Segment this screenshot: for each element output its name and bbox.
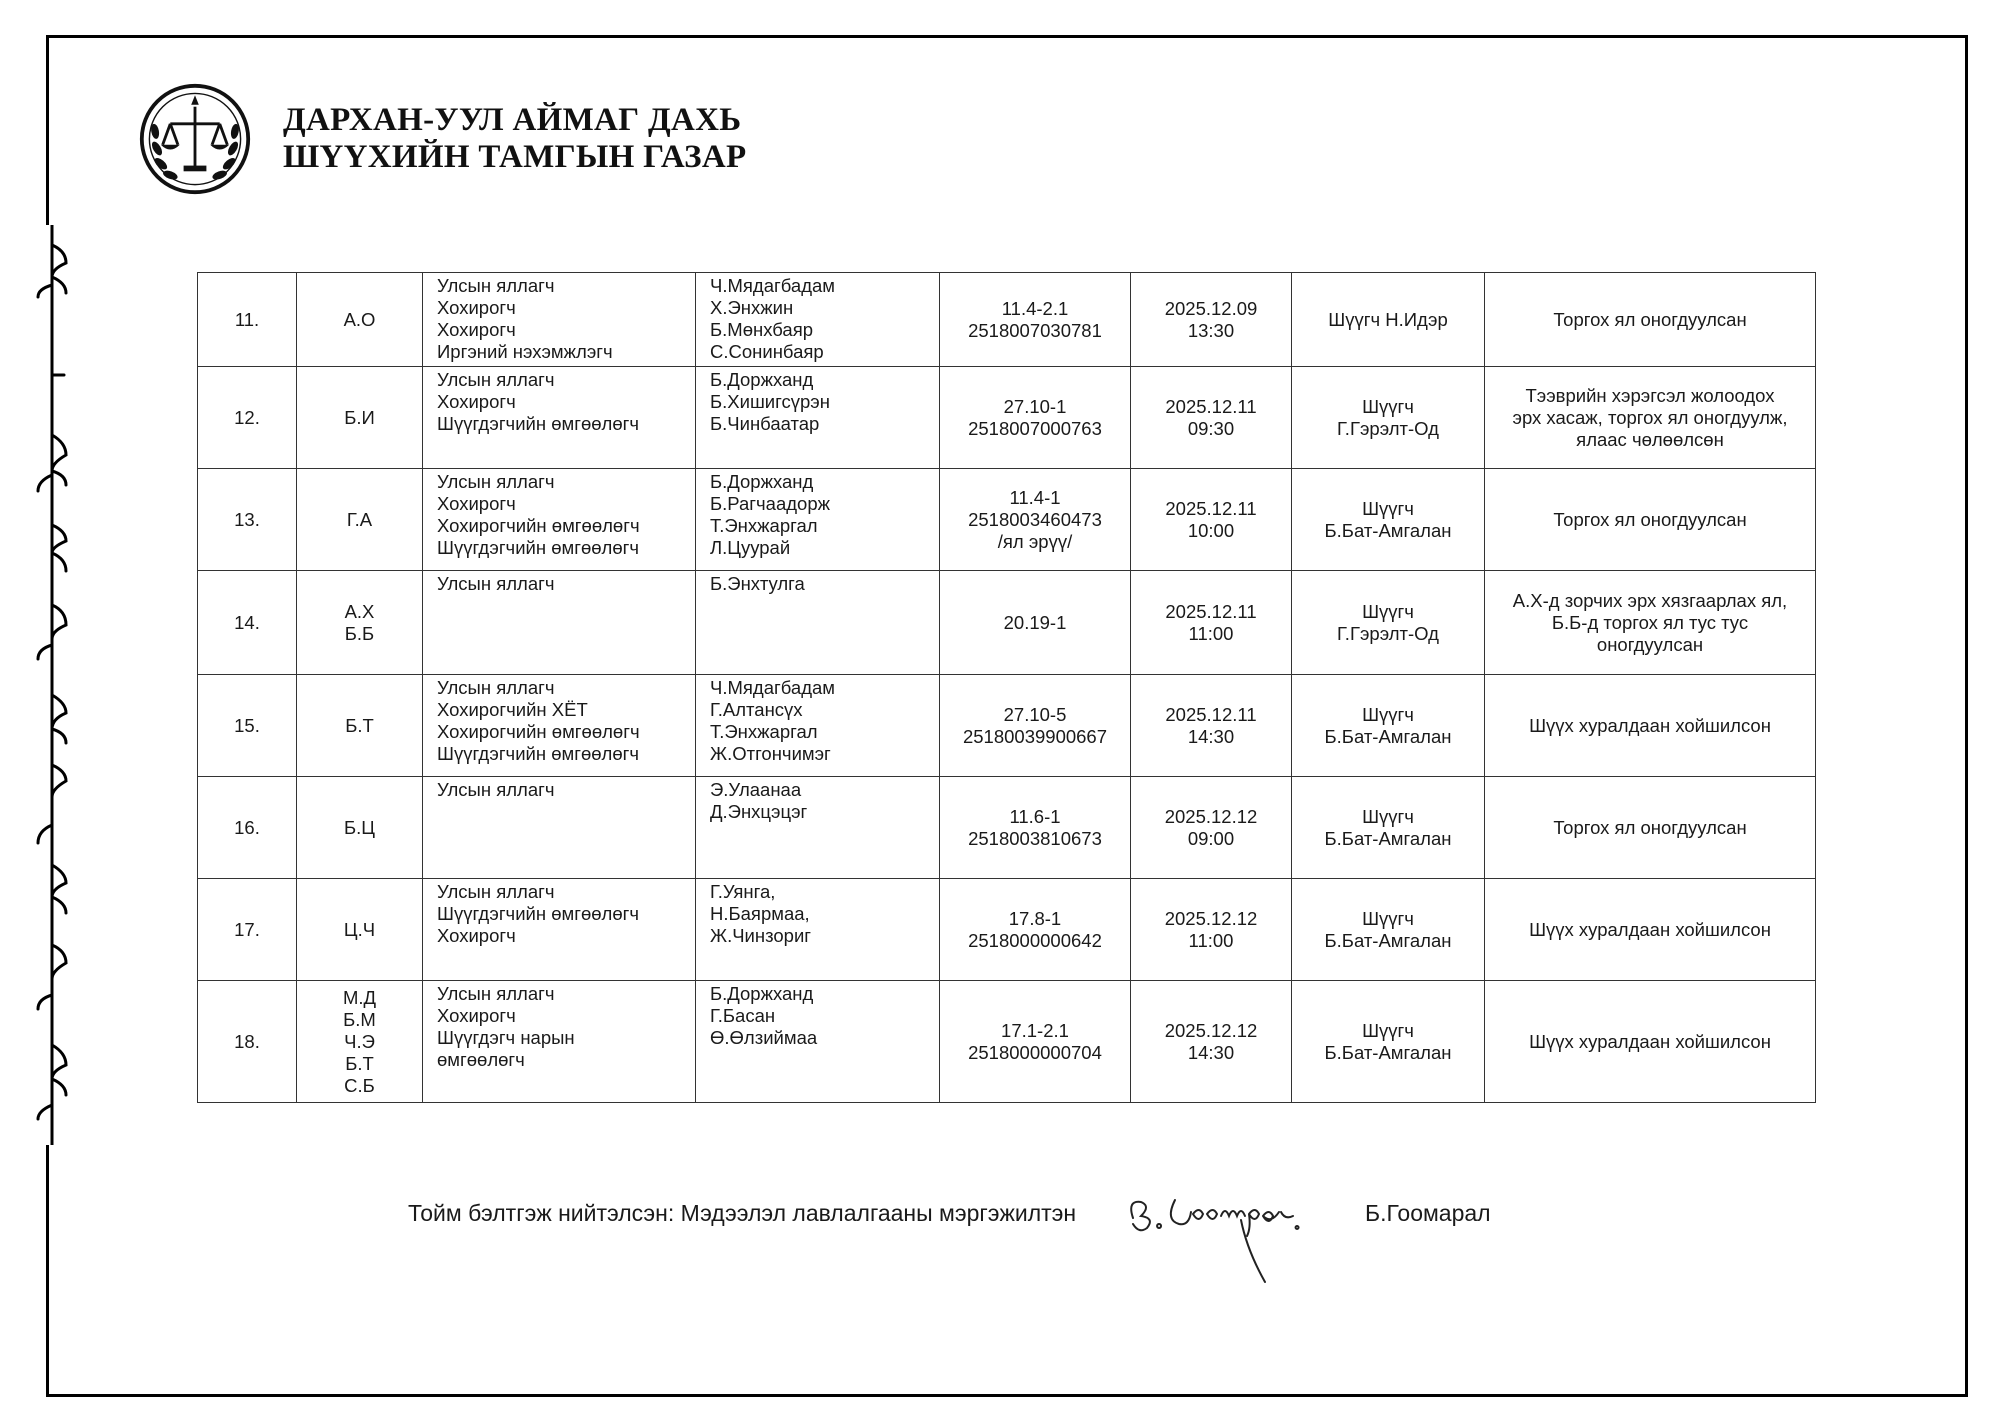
- cell-participants: [423, 879, 696, 981]
- cell-participants-line: өмгөөлөгч: [437, 1049, 525, 1070]
- cell-participants-line: Хохирогч: [437, 1005, 516, 1026]
- cell-participant-names: [696, 981, 940, 1103]
- cell-result: [1485, 777, 1816, 879]
- cell-participant-names-line: С.Сонинбаяр: [710, 341, 824, 362]
- footer-prepared-by: Тойм бэлтгэж нийтэлсэн: Мэдээлэл лавлалгааны мэргэжилтэн: [408, 1200, 1077, 1226]
- table-row: [198, 879, 1816, 981]
- cell-result-line: оногдуулсан: [1596, 633, 1704, 655]
- cell-result-line: Б.Б-д торгох ял тус тус: [1551, 611, 1749, 633]
- cell-judge-line: Б.Бат-Амгалан: [1324, 519, 1452, 541]
- cell-judge: [1292, 675, 1485, 777]
- cell-participant-names: [696, 879, 940, 981]
- cell-case-code-line: 2518003460473: [968, 508, 1102, 530]
- cell-judge: [1292, 981, 1485, 1103]
- cell-number: 13.: [198, 469, 297, 571]
- cell-result: [1485, 367, 1816, 469]
- cell-judge-line: Б.Бат-Амгалан: [1324, 725, 1452, 747]
- cell-participants: [423, 675, 696, 777]
- cell-number: 17.: [198, 879, 297, 981]
- cell-hearing-datetime-line: 10:00: [1187, 519, 1235, 541]
- cell-hearing-datetime-line: 2025.12.12: [1164, 907, 1258, 929]
- cell-judge-line: Б.Бат-Амгалан: [1324, 827, 1452, 849]
- cell-judge-line: Шүүгч: [1362, 907, 1414, 929]
- cell-judge-line: Б.Бат-Амгалан: [1324, 929, 1452, 951]
- table-row: [198, 367, 1816, 469]
- cell-case-code: [940, 273, 1131, 367]
- cell-participants-line: Улсын яллагч: [437, 983, 555, 1004]
- cell-hearing-datetime: [1131, 879, 1292, 981]
- cell-case-code: [940, 367, 1131, 469]
- cell-hearing-datetime: [1131, 571, 1292, 675]
- cell-participant-names-line: Э.Улаанаа: [710, 779, 802, 800]
- table-row: [198, 777, 1816, 879]
- cell-participants-line: Шүүгдэгчийн өмгөөлөгч: [437, 413, 640, 434]
- cell-participants-line: Шүүгдэгчийн өмгөөлөгч: [437, 743, 640, 764]
- cell-defendant-line: М.Д: [342, 986, 377, 1008]
- cell-case-code-line: 2518000000642: [968, 929, 1102, 951]
- cell-hearing-datetime-line: 2025.12.11: [1165, 395, 1257, 417]
- cell-result-line: Шүүх хуралдаан хойшилсон: [1529, 918, 1771, 940]
- cell-defendant-line: А.Х: [344, 600, 375, 622]
- cell-judge-line: Шүүгч: [1362, 805, 1414, 827]
- cell-defendant: [297, 879, 423, 981]
- mongolian-script-strip: [30, 225, 74, 1145]
- cell-defendant-line: Б.Б: [344, 622, 375, 644]
- cell-participants-line: Хохирогчийн өмгөөлөгч: [437, 515, 640, 536]
- cell-case-code: [940, 777, 1131, 879]
- cell-participant-names-line: Г.Алтансүх: [710, 699, 803, 720]
- cell-result-line: Торгох ял оногдуулсан: [1553, 308, 1747, 330]
- cell-judge: [1292, 273, 1485, 367]
- cell-case-code-line: /ял эрүү/: [997, 530, 1073, 552]
- cell-participants-line: Шүүгдэгч нарын: [437, 1027, 575, 1048]
- cell-result-line: Шүүх хуралдаан хойшилсон: [1529, 1030, 1771, 1052]
- cell-defendant-line: Б.М: [343, 1008, 376, 1030]
- cell-participant-names-line: Н.Баярмаа,: [710, 903, 810, 924]
- cell-participants-line: Хохирогч: [437, 493, 516, 514]
- cell-hearing-datetime-line: 2025.12.09: [1164, 297, 1258, 319]
- cell-participant-names: [696, 777, 940, 879]
- court-hearings-table: [197, 272, 1816, 1103]
- cell-result-line: эрх хасаж, торгох ял оногдуулж,: [1512, 406, 1788, 428]
- cell-judge-line: Г.Гэрэлт-Од: [1337, 417, 1439, 439]
- cell-participant-names-line: Ч.Мядагбадам: [710, 677, 835, 698]
- signature-handwriting: [1123, 1178, 1333, 1288]
- cell-defendant: [297, 571, 423, 675]
- cell-hearing-datetime-line: 11:00: [1188, 929, 1234, 951]
- mongolian-script-lettering: [30, 225, 74, 1145]
- cell-judge-line: Шүүгч Н.Идэр: [1328, 308, 1448, 330]
- cell-hearing-datetime: [1131, 469, 1292, 571]
- cell-defendant-line: Б.Ц: [344, 816, 375, 838]
- court-emblem-icon: [138, 82, 252, 196]
- cell-participant-names-line: Л.Цуурай: [710, 537, 791, 558]
- cell-participants-line: Хохирогч: [437, 925, 516, 946]
- cell-case-code: [940, 675, 1131, 777]
- cell-judge: [1292, 571, 1485, 675]
- cell-participants-line: Хохирогч: [437, 391, 516, 412]
- cell-case-code-line: 17.8-1: [1008, 907, 1062, 929]
- cell-participants-line: Хохирогч: [437, 319, 516, 340]
- cell-participants-line: Улсын яллагч: [437, 471, 555, 492]
- cell-judge-line: Г.Гэрэлт-Од: [1337, 622, 1439, 644]
- cell-result-line: ялаас чөлөөлсөн: [1576, 428, 1724, 450]
- cell-participants-line: Улсын яллагч: [437, 881, 555, 902]
- cell-participants: [423, 571, 696, 675]
- cell-participants-line: Улсын яллагч: [437, 573, 555, 594]
- cell-participants-line: Улсын яллагч: [437, 275, 555, 296]
- cell-case-code-line: 11.4-2.1: [1001, 297, 1069, 319]
- cell-defendant-line: Г.А: [346, 508, 373, 530]
- cell-case-code: [940, 469, 1131, 571]
- cell-hearing-datetime-line: 2025.12.11: [1165, 703, 1257, 725]
- cell-result: [1485, 981, 1816, 1103]
- cell-participants-line: Шүүгдэгчийн өмгөөлөгч: [437, 537, 640, 558]
- cell-defendant: [297, 777, 423, 879]
- cell-case-code: [940, 981, 1131, 1103]
- cell-result-line: Торгох ял оногдуулсан: [1553, 508, 1747, 530]
- cell-case-code-line: 17.1-2.1: [1001, 1019, 1069, 1041]
- cell-participant-names: [696, 675, 940, 777]
- cell-judge-line: Шүүгч: [1362, 497, 1414, 519]
- table-row: [198, 981, 1816, 1103]
- footer: [408, 1200, 1608, 1280]
- cell-participants-line: Улсын яллагч: [437, 779, 555, 800]
- cell-hearing-datetime: [1131, 367, 1292, 469]
- cell-result: [1485, 571, 1816, 675]
- cell-judge-line: Шүүгч: [1362, 703, 1414, 725]
- cell-judge-line: Б.Бат-Амгалан: [1324, 1041, 1452, 1063]
- cell-hearing-datetime-line: 2025.12.11: [1165, 497, 1257, 519]
- cell-result-line: Торгох ял оногдуулсан: [1553, 816, 1747, 838]
- table-row: [198, 675, 1816, 777]
- table-row: [198, 273, 1816, 367]
- organization-title: [283, 102, 746, 176]
- cell-participant-names: [696, 571, 940, 675]
- cell-defendant-line: Б.И: [344, 406, 375, 428]
- cell-hearing-datetime-line: 2025.12.12: [1164, 805, 1258, 827]
- cell-participants: [423, 469, 696, 571]
- cell-participant-names-line: Ж.Отгончимэг: [710, 743, 831, 764]
- cell-result-line: А.Х-д зорчих эрх хязгаарлах ял,: [1512, 589, 1788, 611]
- cell-participant-names-line: Б.Энхтулга: [710, 573, 805, 594]
- cell-participants-line: Иргэний нэхэмжлэгч: [437, 341, 613, 362]
- cell-judge-line: Шүүгч: [1362, 1019, 1414, 1041]
- cell-participant-names-line: Б.Чинбаатар: [710, 413, 820, 434]
- org-title-line2: ШҮҮХИЙН ТАМГЫН ГАЗАР: [283, 139, 747, 175]
- cell-result-line: Шүүх хуралдаан хойшилсон: [1529, 714, 1771, 736]
- cell-defendant: [297, 367, 423, 469]
- cell-case-code-line: 2518000000704: [968, 1041, 1102, 1063]
- cell-hearing-datetime-line: 14:30: [1187, 725, 1235, 747]
- cell-participants-line: Шүүгдэгчийн өмгөөлөгч: [437, 903, 640, 924]
- cell-defendant-line: Б.Т: [345, 714, 374, 736]
- cell-case-code-line: 20.19-1: [1003, 611, 1067, 633]
- cell-judge-line: Шүүгч: [1362, 600, 1414, 622]
- cell-number: 15.: [198, 675, 297, 777]
- cell-defendant: [297, 675, 423, 777]
- cell-participant-names: [696, 367, 940, 469]
- cell-defendant-line: Ц.Ч: [343, 918, 376, 940]
- cell-participant-names-line: Д.Энхцэцэг: [710, 801, 808, 822]
- cell-hearing-datetime: [1131, 981, 1292, 1103]
- cell-participant-names-line: Г.Уянга,: [710, 881, 776, 902]
- cell-participant-names-line: Б.Доржханд: [710, 983, 814, 1004]
- cell-participant-names: [696, 273, 940, 367]
- cell-judge: [1292, 777, 1485, 879]
- cell-participants: [423, 777, 696, 879]
- cell-case-code-line: 25180039900667: [962, 725, 1108, 747]
- cell-number: 14.: [198, 571, 297, 675]
- cell-participants-line: Улсын яллагч: [437, 677, 555, 698]
- org-title-line1: ДАРХАН-УУЛ АЙМАГ ДАХЬ: [283, 102, 742, 138]
- footer-specialist-name: Б.Гоомарал: [1365, 1200, 1491, 1226]
- cell-case-code: [940, 571, 1131, 675]
- cell-hearing-datetime-line: 11:00: [1188, 622, 1234, 644]
- cell-case-code-line: 2518007030781: [968, 319, 1102, 341]
- cell-participants-line: Хохирогчийн өмгөөлөгч: [437, 721, 640, 742]
- cell-participants: [423, 981, 696, 1103]
- cell-judge: [1292, 367, 1485, 469]
- cell-case-code-line: 27.10-5: [1003, 703, 1067, 725]
- cell-judge: [1292, 879, 1485, 981]
- cell-result: [1485, 879, 1816, 981]
- cell-case-code: [940, 879, 1131, 981]
- cell-case-code-line: 11.4-1: [1009, 486, 1061, 508]
- cell-participant-names-line: Х.Энхжин: [710, 297, 794, 318]
- cell-defendant-line: Б.Т: [345, 1052, 374, 1074]
- cell-judge-line: Шүүгч: [1362, 395, 1414, 417]
- cell-participant-names-line: Б.Доржханд: [710, 369, 814, 390]
- cell-hearing-datetime-line: 13:30: [1187, 319, 1235, 341]
- cell-participant-names-line: Б.Рагчаадорж: [710, 493, 831, 514]
- cell-participant-names: [696, 469, 940, 571]
- cell-defendant: [297, 273, 423, 367]
- cell-hearing-datetime-line: 09:30: [1187, 417, 1235, 439]
- cell-hearing-datetime-line: 2025.12.12: [1164, 1019, 1258, 1041]
- cell-participant-names-line: Г.Басан: [710, 1005, 776, 1026]
- cell-participants-line: Хохирогч: [437, 297, 516, 318]
- cell-result: [1485, 675, 1816, 777]
- cell-result-line: Тээврийн хэрэгсэл жолоодох: [1525, 384, 1775, 406]
- cell-defendant-line: С.Б: [344, 1074, 375, 1096]
- cell-defendant: [297, 469, 423, 571]
- cell-participant-names-line: Б.Мөнхбаяр: [710, 319, 814, 340]
- cell-number: 12.: [198, 367, 297, 469]
- cell-case-code-line: 11.6-1: [1009, 805, 1061, 827]
- table-row: [198, 469, 1816, 571]
- cell-number: 11.: [198, 273, 297, 367]
- cell-result: [1485, 469, 1816, 571]
- cell-result: [1485, 273, 1816, 367]
- cell-hearing-datetime-line: 09:00: [1187, 827, 1235, 849]
- cell-participant-names-line: Ч.Мядагбадам: [710, 275, 835, 296]
- cell-hearing-datetime-line: 2025.12.11: [1165, 600, 1257, 622]
- cell-case-code-line: 2518007000763: [968, 417, 1102, 439]
- cell-hearing-datetime: [1131, 675, 1292, 777]
- cell-case-code-line: 27.10-1: [1003, 395, 1067, 417]
- cell-participants-line: Улсын яллагч: [437, 369, 555, 390]
- cell-participant-names-line: Ж.Чинзориг: [710, 925, 812, 946]
- cell-participants-line: Хохирогчийн ХЁТ: [437, 699, 588, 720]
- cell-hearing-datetime: [1131, 273, 1292, 367]
- cell-participant-names-line: Б.Хишигсүрэн: [710, 391, 830, 412]
- cell-participant-names-line: Б.Доржханд: [710, 471, 814, 492]
- cell-defendant-line: А.О: [343, 308, 376, 330]
- cell-defendant-line: Ч.Э: [344, 1030, 375, 1052]
- cell-defendant: [297, 981, 423, 1103]
- cell-participant-names-line: Т.Энхжаргал: [710, 721, 818, 742]
- cell-judge: [1292, 469, 1485, 571]
- cell-case-code-line: 2518003810673: [968, 827, 1102, 849]
- cell-number: 18.: [198, 981, 297, 1103]
- table-row: [198, 571, 1816, 675]
- cell-participants: [423, 367, 696, 469]
- cell-number: 16.: [198, 777, 297, 879]
- cell-participant-names-line: Ө.Өлзиймаа: [710, 1027, 818, 1048]
- cell-hearing-datetime: [1131, 777, 1292, 879]
- cell-hearing-datetime-line: 14:30: [1187, 1041, 1235, 1063]
- cell-participants: [423, 273, 696, 367]
- cell-participant-names-line: Т.Энхжаргал: [710, 515, 818, 536]
